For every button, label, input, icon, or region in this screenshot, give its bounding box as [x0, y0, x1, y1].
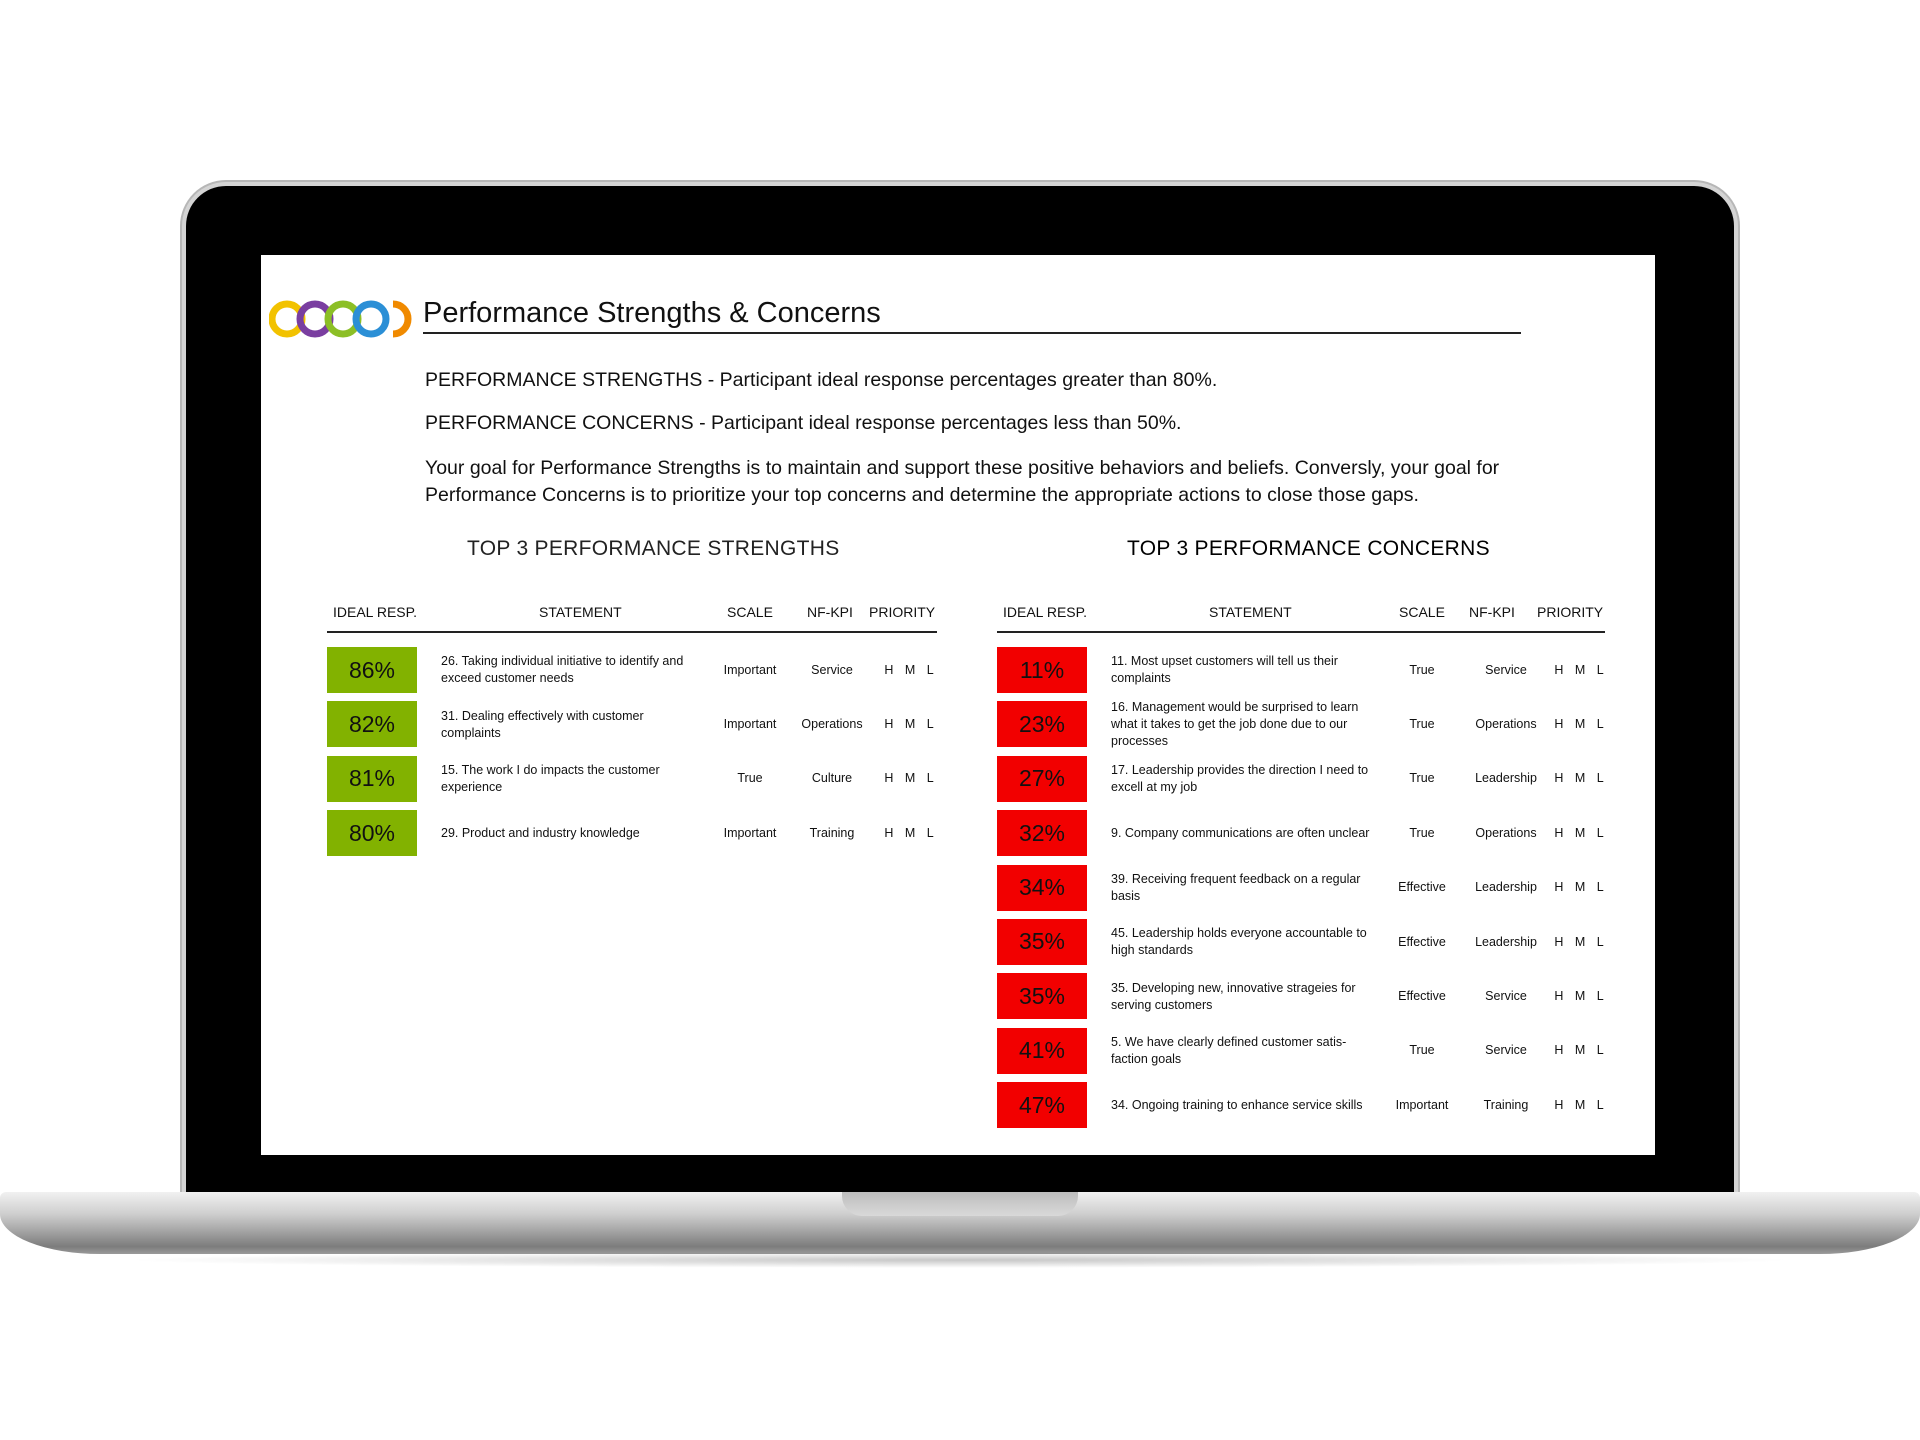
title-divider — [423, 332, 1521, 334]
table-row — [997, 861, 1608, 915]
nf-kpi-value: Operations — [1475, 717, 1537, 732]
statement-text: 15. The work I do impacts the customer experience — [441, 762, 660, 794]
scale-value: Important — [723, 825, 777, 840]
nf-kpi-value: Service — [1485, 662, 1527, 677]
priority-options[interactable]: H M L — [884, 662, 938, 677]
table-row — [997, 1078, 1608, 1132]
company-logo — [269, 295, 415, 341]
priority-options[interactable]: H M L — [1554, 717, 1608, 732]
priority-options[interactable]: H M L — [1554, 825, 1608, 840]
table-header — [997, 601, 1605, 633]
scale-value: Important — [723, 662, 777, 677]
nf-kpi-value: Leadership — [1475, 934, 1537, 949]
scale-value: Effective — [1398, 934, 1446, 949]
table-row — [327, 752, 937, 806]
scale-value: True — [737, 771, 763, 786]
ideal-resp-badge: 11% — [997, 647, 1087, 693]
ideal-resp-badge: 81% — [327, 756, 417, 802]
ideal-resp-badge: 80% — [327, 810, 417, 856]
statement-text: 9. Company communications are often unclear — [1111, 825, 1370, 840]
statement-text: 5. We have clearly defined customer satis-faction goals — [1111, 1034, 1347, 1066]
intro-strengths-definition: PERFORMANCE STRENGTHS - Participant ideal response percentages greater than 80%. — [425, 369, 1218, 391]
scale-value: Effective — [1398, 880, 1446, 895]
laptop-screen — [261, 255, 1655, 1155]
priority-options[interactable]: H M L — [1554, 1097, 1608, 1112]
priority-options[interactable]: H M L — [1554, 771, 1608, 786]
table-header — [327, 601, 937, 633]
intro-concerns-definition: PERFORMANCE CONCERNS - Participant ideal response percentages less than 50%. — [425, 412, 1182, 434]
nf-kpi-value: Operations — [801, 717, 863, 732]
priority-options[interactable]: H M L — [884, 771, 938, 786]
statement-text: 26. Taking individual initiative to identify and exceed customer needs — [441, 654, 684, 686]
priority-options[interactable]: H M L — [884, 717, 938, 732]
laptop-notch — [842, 1192, 1078, 1216]
ideal-resp-badge: 86% — [327, 647, 417, 693]
col-statement: STATEMENT — [1209, 604, 1292, 620]
table-row — [327, 806, 937, 860]
laptop-shadow — [120, 1252, 1800, 1268]
page-title: Performance Strengths & Concerns — [423, 297, 881, 329]
scale-value: Effective — [1398, 989, 1446, 1004]
col-priority: PRIORITY — [869, 604, 936, 620]
col-ideal-resp: IDEAL RESP. — [333, 604, 418, 620]
scale-value: Important — [1395, 1097, 1449, 1112]
table-row — [327, 697, 937, 751]
nf-kpi-value: Operations — [1475, 825, 1537, 840]
ideal-resp-badge: 23% — [997, 701, 1087, 747]
col-nf-kpi: NF-KPI — [1469, 604, 1515, 620]
table-row — [997, 806, 1608, 860]
col-ideal-resp: IDEAL RESP. — [1003, 604, 1088, 620]
scale-value: True — [1409, 771, 1435, 786]
col-scale: SCALE — [1399, 604, 1445, 620]
ideal-resp-badge: 82% — [327, 701, 417, 747]
nf-kpi-value: Service — [1485, 989, 1527, 1004]
statement-text: 45. Leadership holds everyone accountable to high standards — [1111, 926, 1367, 958]
concerns-section-title: TOP 3 PERFORMANCE CONCERNS — [1127, 537, 1490, 560]
nf-kpi-value: Culture — [811, 771, 853, 786]
col-scale: SCALE — [727, 604, 773, 620]
ideal-resp-badge: 47% — [997, 1082, 1087, 1128]
priority-options[interactable]: H M L — [1554, 880, 1608, 895]
ideal-resp-badge: 35% — [997, 973, 1087, 1019]
strengths-table — [327, 601, 937, 861]
ideal-resp-badge: 35% — [997, 919, 1087, 965]
ideal-resp-badge: 32% — [997, 810, 1087, 856]
table-row — [997, 752, 1608, 806]
ideal-resp-badge: 27% — [997, 756, 1087, 802]
scale-value: Important — [723, 717, 777, 732]
scale-value: True — [1409, 1043, 1435, 1058]
nf-kpi-value: Service — [1485, 1043, 1527, 1058]
scale-value: True — [1409, 825, 1435, 840]
col-priority: PRIORITY — [1537, 604, 1604, 620]
priority-options[interactable]: H M L — [1554, 989, 1608, 1004]
nf-kpi-value: Training — [1483, 1097, 1529, 1112]
statement-text: 31. Dealing effectively with customer complaints — [441, 708, 644, 740]
table-row — [327, 643, 937, 697]
statement-text: 39. Receiving frequent feedback on a regular basis — [1111, 871, 1361, 903]
table-row — [997, 1024, 1608, 1078]
table-row — [997, 697, 1608, 751]
priority-options[interactable]: H M L — [1554, 934, 1608, 949]
table-row — [997, 915, 1608, 969]
statement-text: 16. Management would be surprised to learn what it takes to get the job done due to our processes — [1111, 700, 1359, 749]
col-nf-kpi: NF-KPI — [807, 604, 853, 620]
nf-kpi-value: Service — [811, 662, 853, 677]
intro-goal-paragraph: Your goal for Performance Strengths is to maintain and support these positive behaviors and beliefs. Conversly, your goal for Performance Concerns is to prioritize your top concerns and determine the appropriate actions to close those gaps. — [425, 457, 1500, 506]
concerns-table — [997, 601, 1608, 1133]
logo-ring-5 — [393, 304, 408, 334]
col-statement: STATEMENT — [539, 604, 622, 620]
strengths-section-title: TOP 3 PERFORMANCE STRENGTHS — [467, 537, 840, 560]
table-row — [997, 969, 1608, 1023]
statement-text: 11. Most upset customers will tell us their complaints — [1111, 654, 1338, 686]
ideal-resp-badge: 34% — [997, 865, 1087, 911]
priority-options[interactable]: H M L — [1554, 1043, 1608, 1058]
statement-text: 29. Product and industry knowledge — [441, 825, 640, 840]
statement-text: 17. Leadership provides the direction I need to excell at my job — [1111, 762, 1369, 794]
scale-value: True — [1409, 717, 1435, 732]
statement-text: 34. Ongoing training to enhance service skills — [1111, 1097, 1363, 1112]
nf-kpi-value: Leadership — [1475, 880, 1537, 895]
priority-options[interactable]: H M L — [1554, 662, 1608, 677]
nf-kpi-value: Leadership — [1475, 771, 1537, 786]
table-row — [997, 643, 1608, 697]
nf-kpi-value: Training — [809, 825, 855, 840]
statement-text: 35. Developing new, innovative strageies for serving customers — [1111, 980, 1356, 1012]
priority-options[interactable]: H M L — [884, 825, 938, 840]
ideal-resp-badge: 41% — [997, 1028, 1087, 1074]
scale-value: True — [1409, 662, 1435, 677]
